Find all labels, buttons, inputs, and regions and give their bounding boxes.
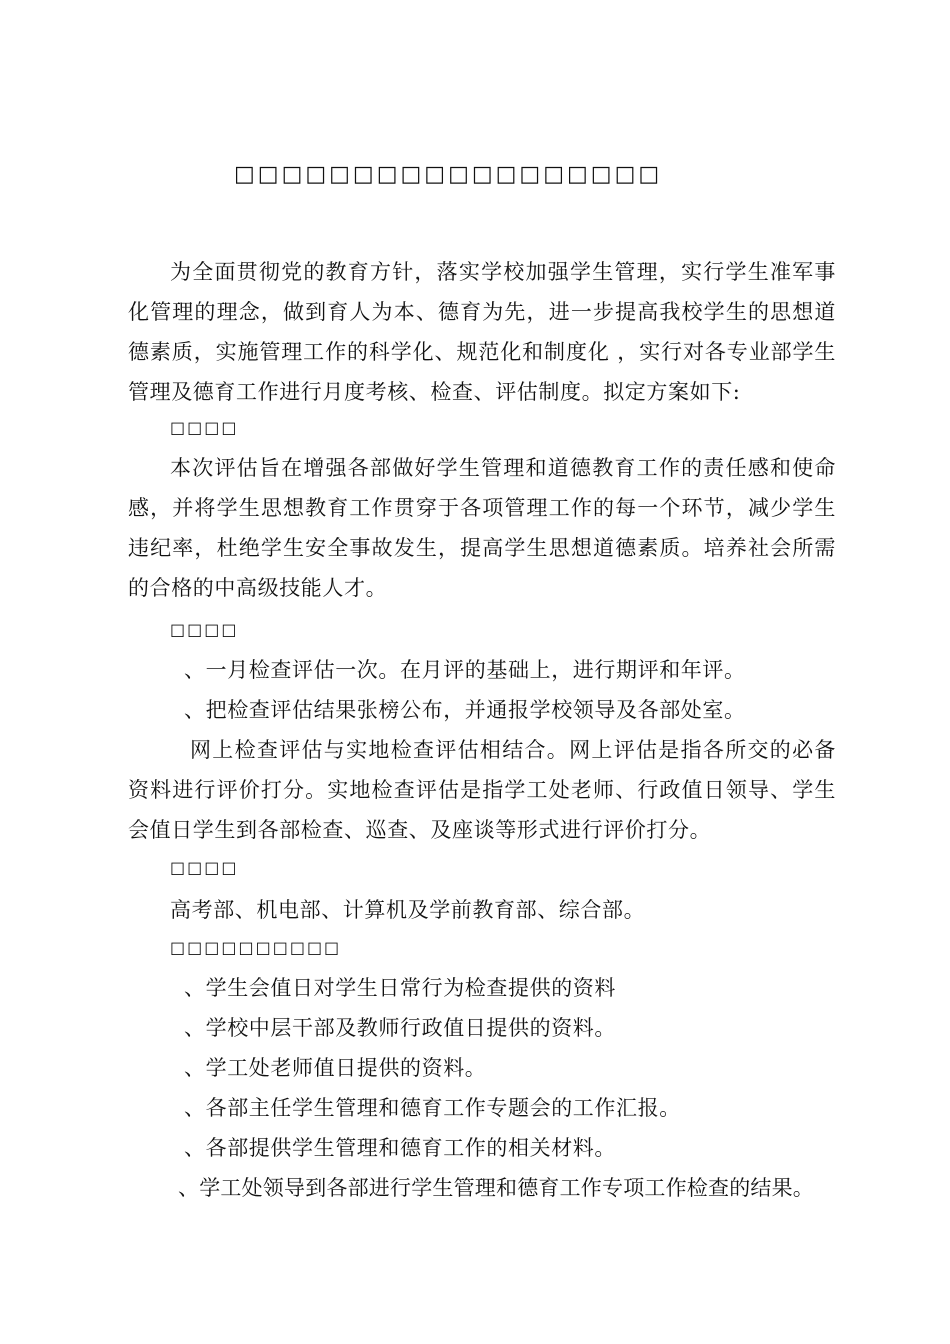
section-heading-purpose: □□□□	[170, 418, 239, 437]
source-item-3: 、学工处老师值日提供的资料。	[184, 1056, 487, 1080]
purpose-paragraph: 本次评估旨在增强各部做好学生管理和道德教育工作的责任感和使命感，并将学生思想教育工作贯穿于各项管理工作的每一个环节，减少学生违纪率，杜绝学生安全事故发生，提高学生思想道德素质。培养社会所需的合格的中高级技能人才。	[128, 456, 836, 600]
method-paragraph: 网上检查评估与实地检查评估相结合。网上评估是指各所交的必备资料进行评价打分。实地检查评估是指学工处老师、行政值日领导、学生会值日学生到各部检查、巡查、及座谈等形式进行评价打分。	[128, 738, 836, 842]
section-heading-method: □□□□	[170, 620, 239, 639]
section-heading-scope: □□□□	[170, 858, 239, 877]
source-item-6: 、学工处领导到各部进行学生管理和德育工作专项工作检查的结果。	[178, 1176, 814, 1200]
scope-line: 高考部、机电部、计算机及学前教育部、综合部。	[170, 898, 646, 922]
source-item-2: 、学校中层干部及教师行政值日提供的资料。	[184, 1016, 616, 1040]
source-item-4: 、各部主任学生管理和德育工作专题会的工作汇报。	[184, 1096, 681, 1120]
intro-paragraph: 为全面贯彻党的教育方针，落实学校加强学生管理，实行学生准军事化管理的理念，做到育人为本、德育为先，进一步提高我校学生的思想道德素质，实施管理工作的科学化、规范化和制度化 ，实行对各专业部学生管理及德育工作进行月度考核、检查、评估制度。拟定方案如下:	[128, 260, 836, 404]
method-item-1: 、一月检查评估一次。在月评的基础上，进行期评和年评。	[184, 658, 746, 682]
section-heading-sources: □□□□□□□□□□	[170, 938, 342, 957]
method-item-2: 、把检查评估结果张榜公布，并通报学校领导及各部处室。	[184, 698, 746, 722]
source-item-5: 、各部提供学生管理和德育工作的相关材料。	[184, 1136, 616, 1160]
source-item-1: 、学生会值日对学生日常行为检查提供的资料	[184, 976, 616, 1000]
document-title: □□□□□□□□□□□□□□□□□□	[234, 162, 663, 187]
